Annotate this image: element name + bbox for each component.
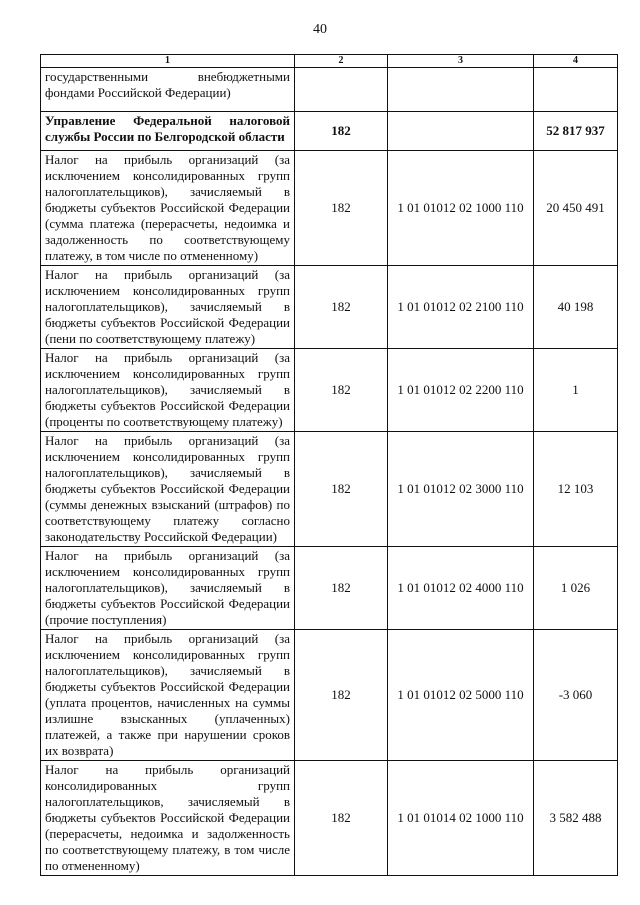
table-header-row xyxy=(41,55,618,68)
table-row xyxy=(41,761,618,876)
page-number: 40 xyxy=(313,22,327,37)
row-amount: 1 026 xyxy=(534,547,618,630)
row-budget-code: 1 01 01014 02 1000 110 xyxy=(388,761,534,876)
row-budget-code: 1 01 01012 02 4000 110 xyxy=(388,547,534,630)
row-admin-code: 182 xyxy=(295,266,388,349)
column-header-1: 1 xyxy=(41,55,295,68)
row-amount: -3 060 xyxy=(534,630,618,761)
row-budget-code xyxy=(388,68,534,112)
row-budget-code: 1 01 01012 02 1000 110 xyxy=(388,151,534,266)
row-admin-code: 182 xyxy=(295,547,388,630)
row-admin-code xyxy=(295,68,388,112)
row-amount: 12 103 xyxy=(534,432,618,547)
revenue-table xyxy=(40,54,618,876)
row-name: Налог на прибыль организаций (за исключением консолидированных групп налогоплательщиков), зачисляемый в бюджеты субъектов Российской Федерации (суммы денежных взысканий (штрафов) по соответствующему платежу согласно законодательству Российской Федерации) xyxy=(41,432,295,547)
row-amount xyxy=(534,68,618,112)
row-admin-code: 182 xyxy=(295,151,388,266)
row-amount: 3 582 488 xyxy=(534,761,618,876)
column-header-2: 2 xyxy=(295,55,388,68)
row-admin-code: 182 xyxy=(295,630,388,761)
row-admin-code: 182 xyxy=(295,761,388,876)
row-name: Налог на прибыль организаций консолидированных групп налогоплательщиков, зачисляемый в бюджеты субъектов Российской Федерации (перерасчеты, недоимка и задолженность по соответствующему платежу, в том числе по отмененному) xyxy=(41,761,295,876)
table-row xyxy=(41,432,618,547)
row-name: Налог на прибыль организаций (за исключением консолидированных групп налогоплательщиков), зачисляемый в бюджеты субъектов Российской Федерации (уплата процентов, начисленных на суммы излишне взысканных (уплаченных) платежей, а также при нарушении сроков их возврата) xyxy=(41,630,295,761)
row-name: Налог на прибыль организаций (за исключением консолидированных групп налогоплательщиков), зачисляемый в бюджеты субъектов Российской Федерации (прочие поступления) xyxy=(41,547,295,630)
row-amount: 1 xyxy=(534,349,618,432)
row-amount: 52 817 937 xyxy=(534,112,618,151)
row-budget-code: 1 01 01012 02 2200 110 xyxy=(388,349,534,432)
row-name: Налог на прибыль организаций (за исключением консолидированных групп налогоплательщиков), зачисляемый в бюджеты субъектов Российской Федерации (сумма платежа (перерасчеты, недоимка и задолженность по соответствующему платежу, в том числе по отмененному) xyxy=(41,151,295,266)
row-budget-code xyxy=(388,112,534,151)
row-admin-code: 182 xyxy=(295,112,388,151)
row-admin-code: 182 xyxy=(295,432,388,547)
row-name: Управление Федеральной налоговой службы России по Белгородской области xyxy=(41,112,295,151)
table-row xyxy=(41,547,618,630)
row-amount: 20 450 491 xyxy=(534,151,618,266)
table-row xyxy=(41,151,618,266)
row-budget-code: 1 01 01012 02 5000 110 xyxy=(388,630,534,761)
table-row xyxy=(41,349,618,432)
row-admin-code: 182 xyxy=(295,349,388,432)
column-header-4: 4 xyxy=(534,55,618,68)
row-amount: 40 198 xyxy=(534,266,618,349)
table-row xyxy=(41,630,618,761)
row-name: Налог на прибыль организаций (за исключением консолидированных групп налогоплательщиков), зачисляемый в бюджеты субъектов Российской Федерации (пени по соответствующему платежу) xyxy=(41,266,295,349)
row-name: государственными внебюджетными фондами Российской Федерации) xyxy=(41,68,295,112)
table-row-organization xyxy=(41,112,618,151)
row-name: Налог на прибыль организаций (за исключением консолидированных групп налогоплательщиков), зачисляемый в бюджеты субъектов Российской Федерации (проценты по соответствующему платежу) xyxy=(41,349,295,432)
column-header-3: 3 xyxy=(388,55,534,68)
row-budget-code: 1 01 01012 02 3000 110 xyxy=(388,432,534,547)
table-row xyxy=(41,266,618,349)
row-budget-code: 1 01 01012 02 2100 110 xyxy=(388,266,534,349)
table-row xyxy=(41,68,618,112)
